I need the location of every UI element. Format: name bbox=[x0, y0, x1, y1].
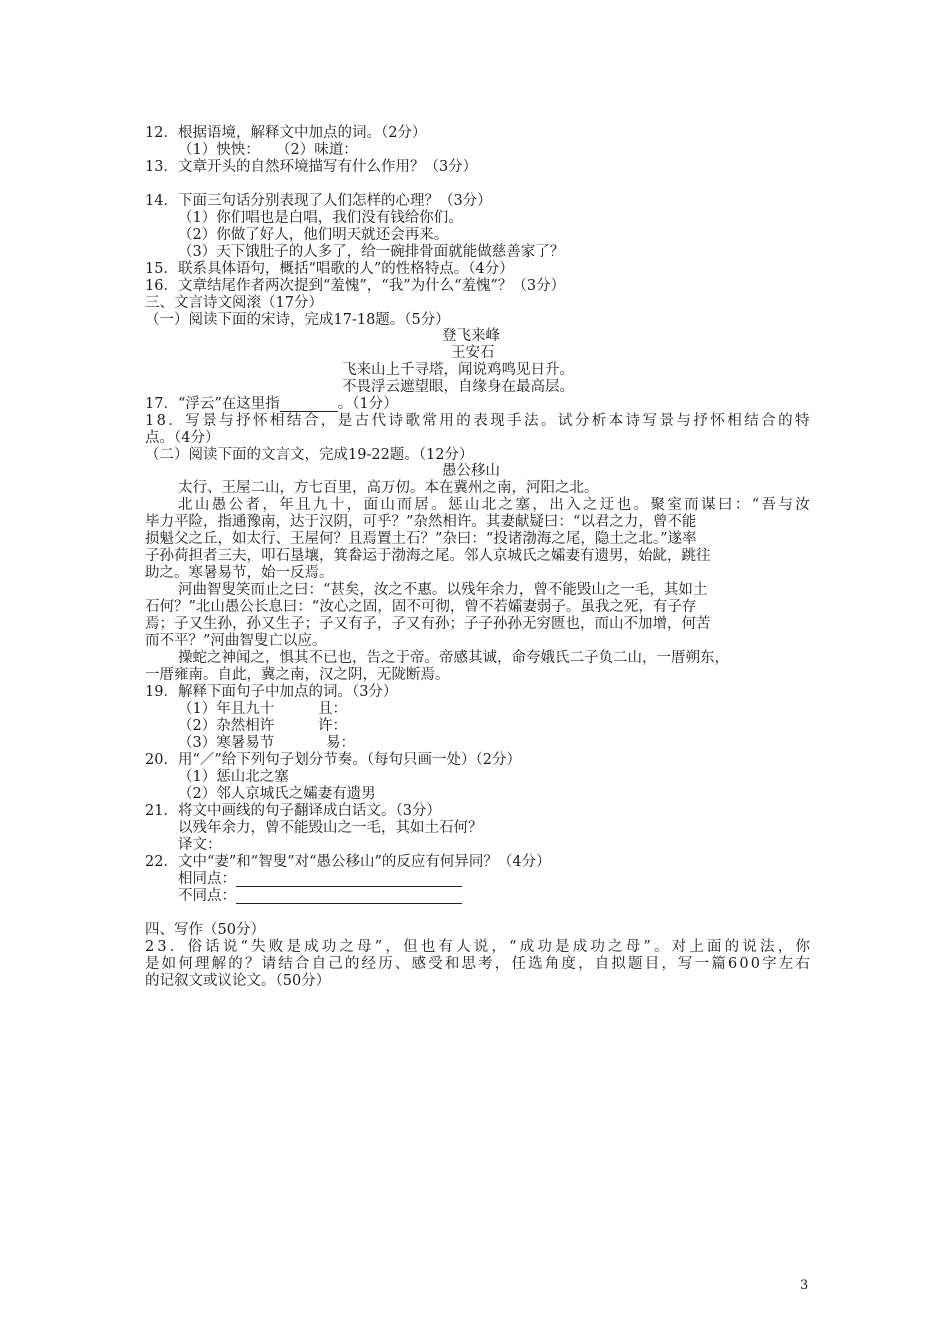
glyph: 。 bbox=[540, 413, 556, 429]
glyph: 是 bbox=[337, 413, 353, 429]
glyph: 3 bbox=[157, 939, 167, 955]
glyph: 试 bbox=[557, 413, 573, 429]
glyph: 聚 bbox=[650, 497, 665, 513]
glyph: “ bbox=[240, 939, 248, 955]
glyph: 而 bbox=[397, 497, 412, 513]
glyph: 之 bbox=[339, 939, 354, 955]
glyph: 拟 bbox=[611, 956, 626, 972]
glyph: 用 bbox=[439, 413, 454, 429]
glyph: 塞 bbox=[515, 497, 530, 513]
glyph: ， bbox=[320, 413, 336, 429]
prose-para-2-line-3: 损魁父之丘，如太行、王屋何？且焉置土石？”杂曰：“投诸渤海之尾，隐土之北。”遂率 bbox=[145, 531, 697, 547]
glyph: 居 bbox=[414, 497, 429, 513]
glyph: 成 bbox=[572, 939, 588, 955]
glyph: 人 bbox=[456, 939, 471, 955]
glyph: 何 bbox=[178, 956, 193, 972]
page-number: 3 bbox=[800, 1278, 809, 1293]
q22-difference-blank[interactable] bbox=[236, 889, 462, 904]
q20-item-2: （2）邻人京城氏之孀妻有遗男 bbox=[178, 786, 376, 802]
question-15: 15．联系具体语句，概括“唱歌的人”的性格特点。（4分） bbox=[145, 261, 514, 277]
glyph: 请 bbox=[261, 956, 277, 972]
glyph: 角 bbox=[544, 956, 560, 972]
glyph: 之 bbox=[498, 497, 514, 513]
q17-text: 17．“浮云”在这里指 bbox=[145, 396, 280, 412]
q12-item-2: （2）味道： bbox=[276, 142, 358, 158]
question-16: 16．文章结尾作者两次提到“羞愧”，“我”为什么“羞愧”？（3分） bbox=[145, 278, 566, 294]
glyph: 景 bbox=[202, 413, 217, 429]
glyph: 惩 bbox=[448, 497, 463, 513]
glyph: 是 bbox=[145, 956, 160, 972]
glyph: 北 bbox=[178, 497, 193, 513]
glyph: 的 bbox=[778, 413, 793, 429]
glyph: 考 bbox=[478, 956, 493, 972]
glyph: ， bbox=[385, 939, 400, 955]
glyph: 自 bbox=[594, 956, 610, 972]
glyph: 之 bbox=[608, 939, 623, 955]
q22-similarity-blank[interactable] bbox=[236, 872, 462, 887]
glyph: 成 bbox=[304, 939, 319, 955]
glyph: 也 bbox=[616, 497, 632, 513]
glyph: 。 bbox=[653, 939, 669, 955]
question-23-line-2 bbox=[145, 956, 810, 972]
glyph: 是 bbox=[286, 939, 301, 955]
glyph: ， bbox=[491, 939, 506, 955]
glyph: 说 bbox=[222, 939, 238, 955]
glyph: 山 bbox=[194, 497, 210, 513]
prose-para-3-line-1: 河曲智叟笑而止之曰：“甚矣，汝之不惠。以残年余力，曾不能毁山之一毛，其如土 bbox=[178, 582, 708, 598]
q21-sentence: 以残年余力，曾不能毁山之一毛，其如土石何？ bbox=[178, 820, 483, 836]
q19-item-1: （1）年且九十 bbox=[178, 701, 275, 717]
q12-item-1: （1）怏怏： bbox=[178, 142, 260, 158]
glyph: 与 bbox=[219, 413, 234, 429]
glyph: 歌 bbox=[405, 413, 420, 429]
glyph: 也 bbox=[420, 939, 436, 955]
question-19: 19．解释下面句子中加点的词。（3分） bbox=[145, 684, 398, 700]
prose-para-2-line-2: 毕力平险，指通豫南，达于汉阴，可乎？”杂然相许。其妻献疑曰：“以君之力，曾不能 bbox=[145, 514, 697, 530]
glyph: 结 bbox=[744, 413, 759, 429]
glyph: 谋 bbox=[701, 497, 716, 513]
question-18-line-1 bbox=[145, 413, 810, 429]
glyph: 如 bbox=[161, 956, 177, 972]
glyph: 合 bbox=[761, 413, 776, 429]
glyph: “ bbox=[509, 939, 517, 955]
glyph: 与 bbox=[676, 413, 691, 429]
q22-difference-row bbox=[178, 888, 462, 904]
glyph: 2 bbox=[145, 939, 155, 955]
glyph: 而 bbox=[684, 497, 699, 513]
prose-title: 愚公移山 bbox=[442, 463, 500, 479]
q17-answer-blank[interactable] bbox=[280, 397, 338, 412]
glyph: 历 bbox=[378, 956, 393, 972]
glyph: 结 bbox=[286, 413, 302, 429]
glyph: 山 bbox=[380, 497, 395, 513]
question-20: 20．用“／”给下列句子划分节奏。（每句只画一处）（2分） bbox=[145, 752, 521, 768]
question-22: 22．文中“妻”和“智叟”对“愚公移山”的反应有何异同？（4分） bbox=[145, 854, 551, 870]
glyph: ． bbox=[168, 413, 183, 429]
q17-score: 。（1分） bbox=[337, 396, 398, 412]
glyph: 北 bbox=[481, 497, 497, 513]
glyph: 合 bbox=[303, 413, 319, 429]
q19-answer-2-label: 许： bbox=[318, 718, 347, 734]
glyph: 公 bbox=[228, 497, 244, 513]
glyph: 景 bbox=[659, 413, 675, 429]
prose-para-2-line-1 bbox=[178, 497, 810, 513]
prose-para-2-line-4: 子孙荷担者三夫，叩石垦壤，箕畚运于渤海之尾。邻人京城氏之孀妻有遗男，始龀，跳往 bbox=[145, 548, 711, 564]
question-12: 12．根据语境，解释文中加点的词。（2分） bbox=[145, 125, 427, 141]
glyph: 解 bbox=[211, 956, 227, 972]
glyph: 功 bbox=[321, 939, 337, 955]
glyph: 诗 bbox=[625, 413, 641, 429]
glyph: 写 bbox=[678, 956, 693, 972]
glyph: 6 bbox=[727, 956, 738, 972]
glyph: 特 bbox=[795, 413, 810, 429]
glyph: 写 bbox=[185, 413, 200, 429]
q22-similarity-row bbox=[178, 871, 462, 887]
prose-para-3-line-2: 石何？”北山愚公长息曰：“汝心之固，固不可彻，曾不若孀妻弱子。虽我之死，有子存 bbox=[145, 599, 697, 615]
glyph: 十 bbox=[329, 497, 345, 513]
glyph: 面 bbox=[707, 939, 722, 955]
prose-instruction: （二）阅读下面的文言文，完成19-22题。（12分） bbox=[145, 447, 474, 463]
glyph: 相 bbox=[727, 413, 742, 429]
glyph: 题 bbox=[628, 956, 643, 972]
glyph: 母 bbox=[625, 939, 641, 955]
prose-para-4-line-2: 一厝雍南。自此，冀之南，汉之阴，无陇断焉。 bbox=[145, 667, 450, 683]
glyph: 失 bbox=[251, 939, 266, 955]
glyph: ． bbox=[169, 939, 185, 955]
glyph: 思 bbox=[461, 956, 476, 972]
glyph: ： bbox=[734, 497, 750, 513]
glyph: 出 bbox=[549, 497, 564, 513]
glyph: 曰 bbox=[718, 497, 733, 513]
glyph: 法 bbox=[760, 939, 775, 955]
glyph: 山 bbox=[464, 497, 480, 513]
glyph: 俗 bbox=[187, 939, 202, 955]
glyph: 九 bbox=[313, 497, 328, 513]
glyph: 相 bbox=[269, 413, 285, 429]
glyph: 迂 bbox=[599, 497, 615, 513]
poem-line-1: 飞来山上千寻塔，闻说鸡鸣见日升。 bbox=[342, 362, 574, 378]
glyph: 1 bbox=[145, 413, 155, 429]
glyph: ” bbox=[374, 939, 383, 955]
glyph: 自 bbox=[311, 956, 327, 972]
glyph: 手 bbox=[507, 413, 522, 429]
glyph: 的 bbox=[228, 956, 243, 972]
glyph: 写 bbox=[642, 413, 658, 429]
glyph: 己 bbox=[328, 956, 343, 972]
glyph: 右 bbox=[795, 956, 810, 972]
glyph: 目 bbox=[644, 956, 660, 972]
glyph: 法 bbox=[524, 413, 539, 429]
glyph: 与 bbox=[778, 497, 793, 513]
glyph: 经 bbox=[361, 956, 377, 972]
glyph: 是 bbox=[555, 939, 570, 955]
q22-similarity-label: 相同点： bbox=[178, 871, 236, 887]
section-3-heading: 三、文言诗文阅滚（17分） bbox=[145, 295, 323, 311]
glyph: 和 bbox=[444, 956, 460, 972]
prose-para-1: 太行、王屋二山，方七百里，高万仞。本在冀州之南，河阳之北。 bbox=[178, 480, 599, 496]
question-23-line-1 bbox=[145, 939, 810, 955]
glyph: 。 bbox=[431, 497, 446, 513]
glyph: 任 bbox=[511, 956, 526, 972]
glyph: 说 bbox=[742, 939, 757, 955]
glyph: 且 bbox=[296, 497, 311, 513]
glyph: 8 bbox=[156, 413, 166, 429]
poem-instruction: （一）阅读下面的宋诗，完成17-18题。（5分） bbox=[145, 312, 450, 328]
glyph: 怀 bbox=[253, 413, 268, 429]
poem-line-2: 不畏浮云遮望眼，自缘身在最高层。 bbox=[342, 379, 574, 395]
glyph: 入 bbox=[566, 497, 581, 513]
q14-item-1: （1）你们唱也是白唱，我们没有钱给你们。 bbox=[178, 210, 463, 226]
glyph: 选 bbox=[528, 956, 543, 972]
glyph: 感 bbox=[411, 956, 426, 972]
glyph: 室 bbox=[667, 497, 682, 513]
prose-para-3-line-4: 而不平？”河曲智叟亡以应。 bbox=[145, 633, 327, 649]
glyph: 抒 bbox=[236, 413, 251, 429]
glyph: 说 bbox=[473, 939, 489, 955]
question-23-line-3: 的记叙文或议论文。（50分） bbox=[145, 973, 331, 989]
glyph: 之 bbox=[583, 497, 598, 513]
glyph: 、 bbox=[394, 956, 410, 972]
glyph: 诗 bbox=[388, 413, 404, 429]
prose-para-2-line-5: 助之。寒暑易节，始一反焉。 bbox=[145, 565, 334, 581]
glyph: 败 bbox=[268, 939, 284, 955]
glyph: 者 bbox=[245, 497, 260, 513]
q14-item-3: （3）天下饿肚子的人多了，给一碗排骨面就能做慈善家了？ bbox=[178, 244, 565, 260]
glyph: 本 bbox=[608, 413, 624, 429]
section-4-heading: 四、写作（50分） bbox=[145, 922, 265, 938]
glyph: ， bbox=[494, 956, 510, 972]
glyph: 0 bbox=[750, 956, 760, 972]
glyph: 上 bbox=[689, 939, 704, 955]
glyph: ， bbox=[578, 956, 593, 972]
glyph: 字 bbox=[762, 956, 777, 972]
glyph: 功 bbox=[537, 939, 552, 955]
glyph: 代 bbox=[371, 413, 387, 429]
glyph: 的 bbox=[456, 413, 471, 429]
glyph: 现 bbox=[490, 413, 505, 429]
glyph: 表 bbox=[473, 413, 488, 429]
glyph: ， bbox=[532, 497, 547, 513]
glyph: 吾 bbox=[761, 497, 777, 513]
glyph: 有 bbox=[438, 939, 453, 955]
q19-answer-3-label: 易： bbox=[326, 735, 355, 751]
glyph: 理 bbox=[194, 956, 210, 972]
glyph: 的 bbox=[344, 956, 360, 972]
glyph: 但 bbox=[403, 939, 418, 955]
q21-translation-label: 译文： bbox=[178, 837, 222, 853]
glyph: 母 bbox=[357, 939, 372, 955]
glyph: 。 bbox=[633, 497, 649, 513]
glyph: 左 bbox=[778, 956, 794, 972]
question-17 bbox=[145, 396, 398, 412]
glyph: 你 bbox=[795, 939, 810, 955]
glyph: 篇 bbox=[711, 956, 726, 972]
question-21: 21．将文中画线的句子翻译成白话文。（3分） bbox=[145, 803, 441, 819]
glyph: 对 bbox=[671, 939, 687, 955]
glyph: 结 bbox=[278, 956, 293, 972]
q22-difference-label: 不同点： bbox=[178, 888, 236, 904]
glyph: 合 bbox=[294, 956, 310, 972]
glyph: 功 bbox=[590, 939, 605, 955]
glyph: 面 bbox=[363, 497, 379, 513]
question-18-line-2: 点。（4分） bbox=[145, 430, 220, 446]
prose-para-4-line-1: 操蛇之神闻之，惧其不已也，告之于帝。帝感其诚，命夸娥氏二子负二山，一厝朔东， bbox=[178, 650, 729, 666]
glyph: 古 bbox=[354, 413, 370, 429]
q19-item-3: （3）寒暑易节 bbox=[178, 735, 275, 751]
glyph: 析 bbox=[591, 413, 607, 429]
glyph: ， bbox=[346, 497, 362, 513]
glyph: 年 bbox=[279, 497, 294, 513]
glyph: “ bbox=[751, 497, 760, 513]
glyph: 分 bbox=[574, 413, 590, 429]
glyph: ” bbox=[643, 939, 651, 955]
glyph: 成 bbox=[519, 939, 535, 955]
glyph: 汝 bbox=[795, 497, 810, 513]
glyph: ， bbox=[777, 939, 793, 955]
poem-author: 王安石 bbox=[451, 345, 495, 361]
glyph: 愚 bbox=[211, 497, 227, 513]
question-13: 13．文章开头的自然环境描写有什么作用？（3分） bbox=[145, 159, 478, 175]
q19-item-2: （2）杂然相许 bbox=[178, 718, 275, 734]
q19-answer-1-label: 且： bbox=[318, 701, 347, 717]
q14-item-2: （2）你做了好人，他们明天就还会再来。 bbox=[178, 227, 449, 243]
glyph: 怀 bbox=[710, 413, 725, 429]
glyph: 常 bbox=[422, 413, 437, 429]
glyph: 的 bbox=[724, 939, 740, 955]
q20-item-1: （1）惩山北之塞 bbox=[178, 769, 289, 785]
glyph: ， bbox=[262, 497, 277, 513]
glyph: 度 bbox=[561, 956, 576, 972]
glyph: 一 bbox=[694, 956, 710, 972]
glyph: ？ bbox=[244, 956, 260, 972]
glyph: 抒 bbox=[693, 413, 708, 429]
poem-title: 登飞来峰 bbox=[442, 328, 500, 344]
glyph: 受 bbox=[428, 956, 443, 972]
glyph: 话 bbox=[205, 939, 220, 955]
prose-para-3-line-3: 焉；子又生孙，孙又生子；子又有子，子又有孙；子子孙孙无穷匮也，而山不加增，何苦 bbox=[145, 616, 711, 632]
question-14: 14．下面三句话分别表现了人们怎样的心理？（3分） bbox=[145, 193, 492, 209]
glyph: ， bbox=[661, 956, 676, 972]
glyph: 0 bbox=[739, 956, 749, 972]
